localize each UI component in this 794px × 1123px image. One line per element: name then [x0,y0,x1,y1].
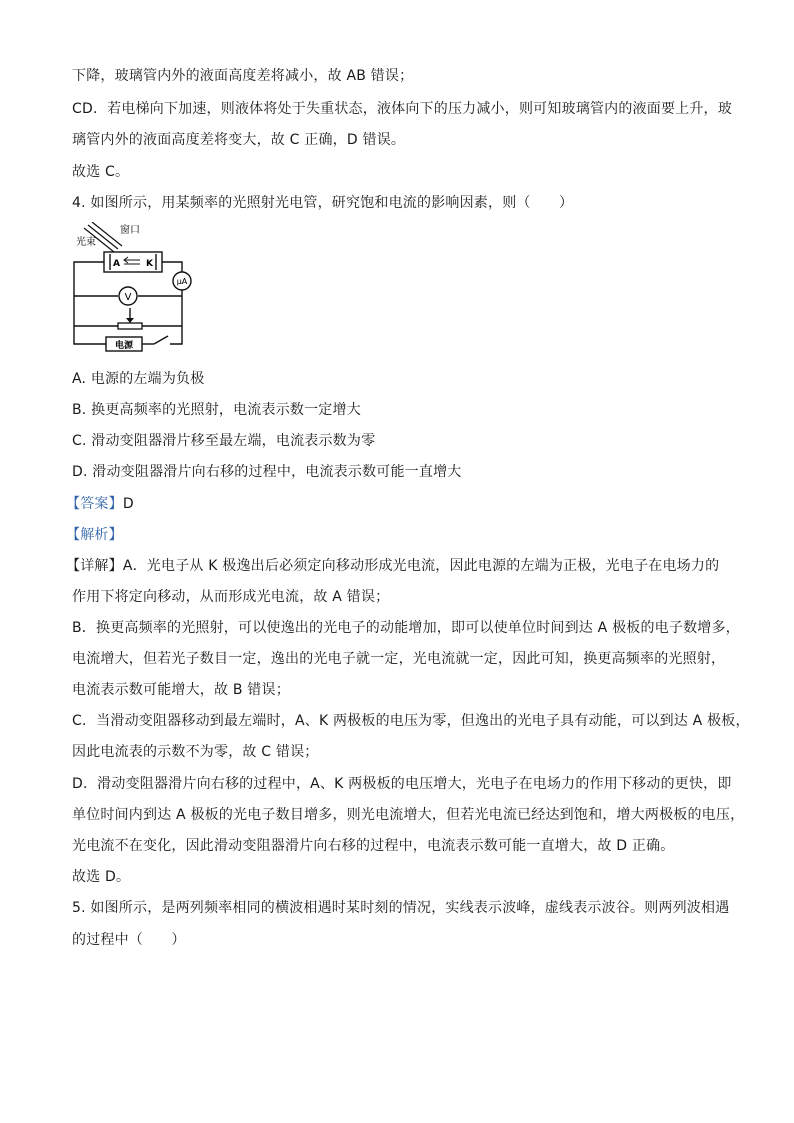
text-line: 电流增大，但若光子数目一定，逸出的光电子就一定，光电流就一定，因此可知，换更高频率的光照射， [72,651,726,667]
photocell-circuit-figure [70,222,210,356]
text-line: 故选 D。 [72,869,131,885]
text-line: 的过程中（ ） [72,932,186,948]
rheostat-slider [126,318,134,323]
electron-arrows [124,257,140,264]
analysis-heading [66,525,123,545]
text-line: B．换更高频率的光照射，可以使逸出的光电子的动能增加，即可以使单位时间到达 A 极板的电子数增多， [72,620,740,636]
cathode-label: K [146,259,153,269]
circuit-diagram [70,222,210,356]
text-line: 故选 C。 [72,164,130,180]
option-d: D. 滑动变阻器滑片向右移的过程中，电流表示数可能一直增大 [72,464,462,480]
detail-text: A．光电子从 K 极逸出后必须定向移动形成光电流，因此电源的左端为正极，光电子在电场力的 [122,558,720,574]
text-line: 光电流不在变化，因此滑动变阻器滑片向右移的过程中，电流表示数可能一直增大，故 D 正确。 [72,838,675,854]
option-c: C. 滑动变阻器滑片移至最左端，电流表示数为零 [72,433,376,449]
answer-line [66,494,134,514]
text-line: 璃管内外的液面高度差将变大，故 C 正确，D 错误。 [72,132,406,148]
analysis-tag: 【解析】 [66,527,123,543]
beam-label: 光束 [76,237,96,248]
window-label: 窗口 [120,225,140,236]
anode-label: A [113,259,120,269]
text-line: 下降，玻璃管内外的液面高度差将减小，故 AB 错误； [72,68,414,84]
question-4-stem: 4. 如图所示，用某频率的光照射光电管，研究饱和电流的影响因素，则（ ） [72,195,574,211]
text-line: 电流表示数可能增大，故 B 错误； [72,682,290,698]
option-a: A. 电源的左端为负极 [72,371,205,387]
voltmeter-label: V [124,292,132,303]
answer-value: D [122,496,134,512]
text-line: 单位时间内到达 A 极板的光电子数目增多，则光电流增大，但若光电流已经达到饱和，增大两极板的电压， [72,807,745,823]
microammeter-label: μA [176,277,188,286]
detail-first-line [66,556,719,576]
text-line: C．当滑动变阻器移动到最左端时，A、K 两极板的电压为零，但逸出的光电子具有动能，可以到达 A 极板， [72,713,750,729]
detail-tag: 【详解】 [66,558,123,574]
text-line: 因此电流表的示数不为零，故 C 错误； [72,744,319,760]
text-line: 5. 如图所示，是两列频率相同的横波相遇时某时刻的情况，实线表示波峰，虚线表示波谷。则两列波相遇 [72,900,730,916]
text-line: 作用下将定向移动，从而形成光电流，故 A 错误； [72,589,390,605]
text-line: CD．若电梯向下加速，则液体将处于失重状态，液体向下的压力减小，则可知玻璃管内的液面要上升，玻 [72,101,732,117]
rheostat [118,323,142,329]
power-source-label: 电源 [114,341,134,351]
text-line: D．滑动变阻器滑片向右移的过程中，A、K 两极板的电压增大，光电子在电场力的作用下移动的更快，即 [72,776,732,792]
option-b: B. 换更高频率的光照射，电流表示数一定增大 [72,402,361,418]
answer-tag: 【答案】 [66,496,123,512]
